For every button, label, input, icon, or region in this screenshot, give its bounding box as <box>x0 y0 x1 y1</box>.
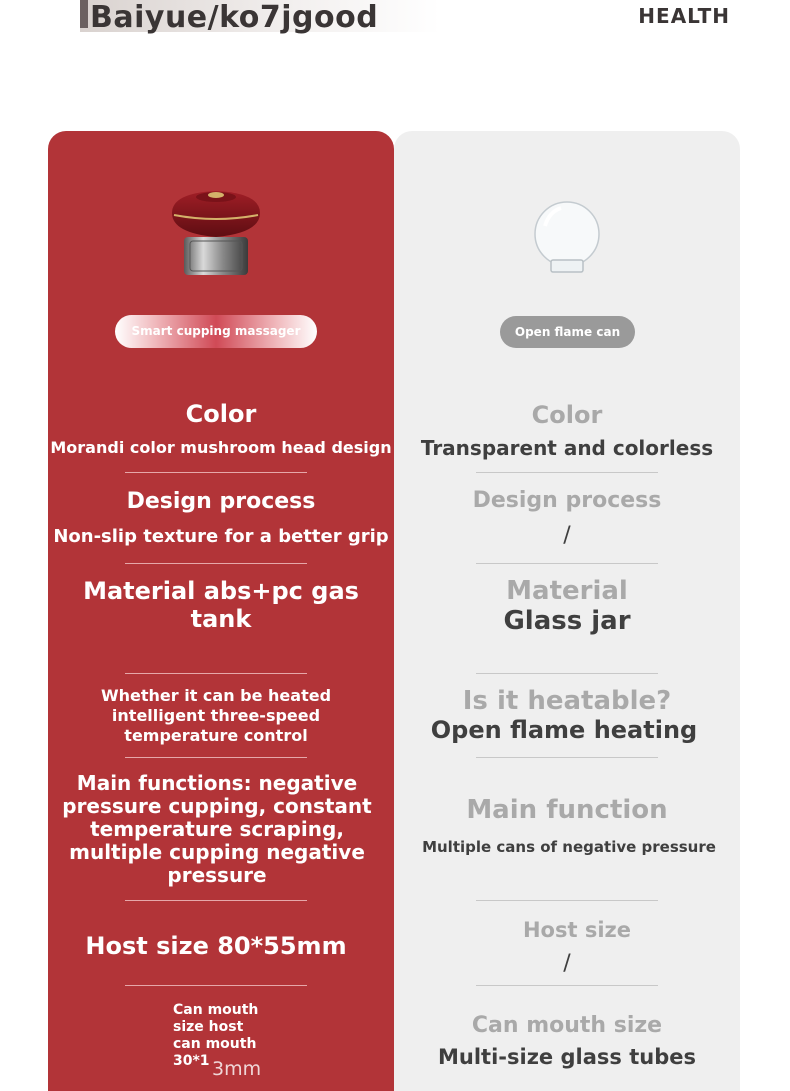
left-design-title: Design process <box>126 489 316 514</box>
right-color-value: Transparent and colorless <box>420 436 714 460</box>
right-host-value: / <box>563 951 571 976</box>
divider <box>125 757 307 758</box>
left-can-mouth-tail: 3mm <box>212 1058 262 1080</box>
divider <box>125 563 307 564</box>
right-host-title: Host size <box>522 918 631 942</box>
left-can-mouth: Can mouth size host can mouth 30*1 <box>173 1002 259 1069</box>
divider <box>125 673 307 674</box>
right-can-value: Multi-size glass tubes <box>438 1045 696 1069</box>
right-material-title: Material <box>506 576 628 606</box>
right-design-title: Design process <box>472 488 662 513</box>
right-heat-title: Is it heatable? <box>462 686 672 716</box>
smart-cupping-device-image <box>168 183 264 279</box>
right-material-value: Glass jar <box>503 606 631 636</box>
right-heat-value: Open flame heating <box>430 716 698 744</box>
divider <box>125 985 307 986</box>
left-color-title: Color <box>185 400 257 428</box>
divider <box>125 472 307 473</box>
right-design-value: / <box>563 523 571 548</box>
health-label: HEALTH <box>638 4 730 28</box>
right-can-title: Can mouth size <box>471 1013 663 1038</box>
divider <box>125 900 307 901</box>
right-color-title: Color <box>531 401 603 429</box>
open-flame-badge: Open flame can <box>500 316 635 348</box>
left-heat: Whether it can be heated intelligent three-speed temperature control <box>100 686 332 745</box>
right-function-value: Multiple cans of negative pressure <box>422 838 716 856</box>
left-color-value: Morandi color mushroom head design <box>50 438 392 457</box>
banner-accent <box>80 0 88 28</box>
smart-cupping-badge: Smart cupping massager <box>115 315 317 348</box>
left-material: Material abs+pc gas tank <box>83 577 359 633</box>
divider <box>476 757 658 758</box>
left-design-value: Non-slip texture for a better grip <box>53 526 389 547</box>
divider <box>476 563 658 564</box>
left-host-size: Host size 80*55mm <box>85 932 347 960</box>
glass-cup-image <box>531 200 603 278</box>
brand-name: Baiyue/ko7jgood <box>90 0 379 35</box>
divider <box>476 673 658 674</box>
right-function-title: Main function <box>466 795 668 825</box>
divider <box>476 900 658 901</box>
left-functions: Main functions: negative pressure cupping, constant temperature scraping, multiple cupping negative pressure <box>62 771 372 887</box>
divider <box>476 985 658 986</box>
divider <box>476 472 658 473</box>
